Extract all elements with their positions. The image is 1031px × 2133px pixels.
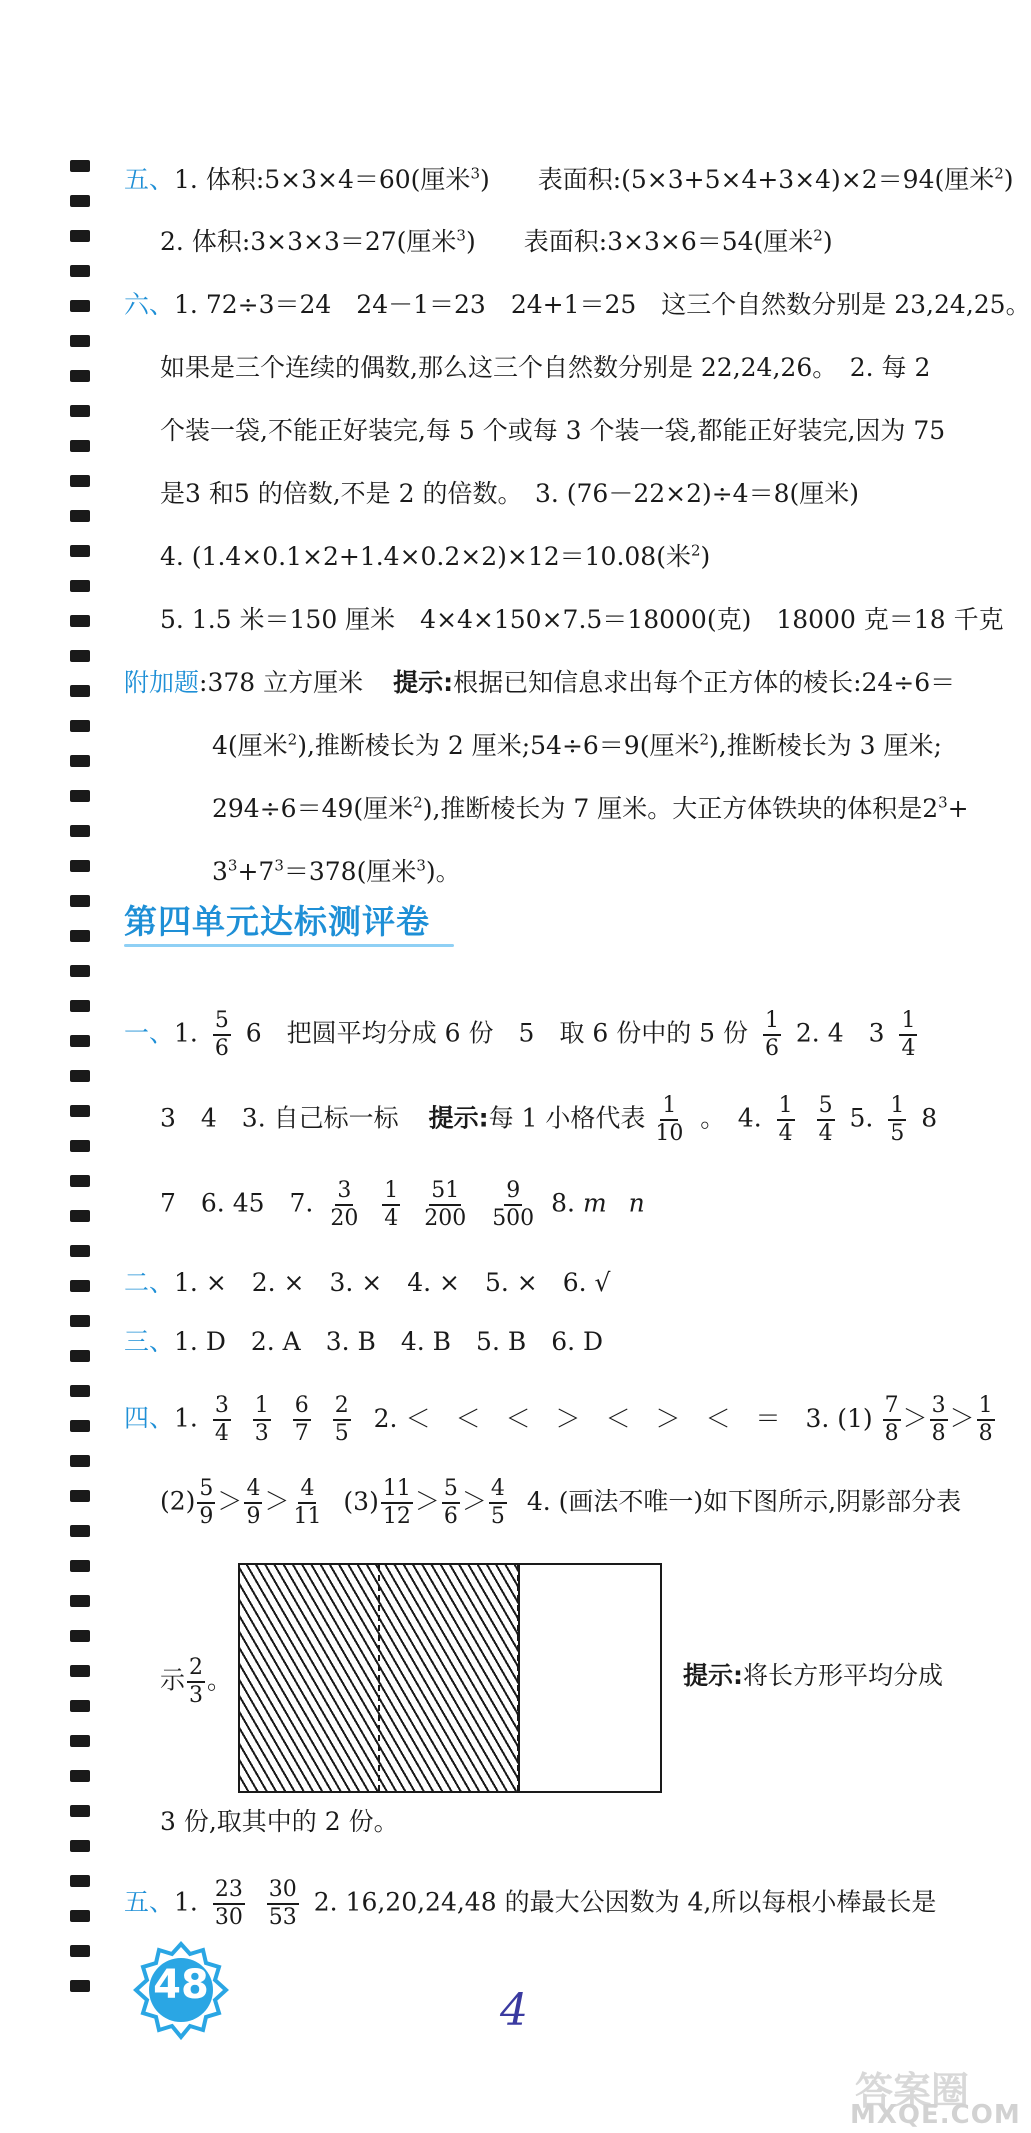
fraction: $\frac{1}{4}$: [778, 1093, 793, 1146]
fraction: $\frac{3}{8}$: [931, 1393, 946, 1446]
section6-line5: 4. (1.4×0.1×2+1.4×0.2×2)×12＝10.08(米$^2$): [160, 541, 711, 571]
fraction: $\frac{1}{6}$: [764, 1008, 779, 1061]
section5-line1: 五、1. 体积:5×3×4＝60(厘米$^3$) 表面积:(5×3+5×4+3×4)×2＝94(厘米$^2$): [124, 164, 1014, 194]
watermark-logo: 答案圈: [855, 2069, 970, 2113]
fraction: $\frac{23}{30}$: [214, 1877, 243, 1930]
unit-title: 第四单元达标测评卷: [124, 902, 430, 941]
fraction: $\frac{4}{9}$: [246, 1476, 261, 1529]
fraction: $\frac{4}{5}$: [490, 1476, 505, 1529]
fraction: $\frac{1}{8}$: [978, 1393, 993, 1446]
part4-show: 示 $\frac{2}{3}$ 。: [160, 1655, 233, 1708]
section6-line3: 个装一袋,不能正好装完,每 5 个或每 3 个装一袋,都能正好装完,因为 75: [160, 416, 946, 445]
part4-line4: 3 份,取其中的 2 份。: [160, 1807, 399, 1836]
binding-marks: [70, 160, 90, 2015]
title-underline: [124, 944, 454, 947]
solid-divider: [518, 1565, 520, 1791]
part3-line: 三、1. D 2. A 3. B 4. B 5. B 6. D: [124, 1327, 604, 1356]
section6-line1: 六、1. 72÷3＝24 24－1＝23 24+1＝25 这三个自然数分别是 23,24,25。: [124, 290, 1031, 319]
dashed-divider: [378, 1565, 380, 1791]
bonus-line1: 附加题:378 立方厘米 提示:根据已知信息求出每个正方体的棱长:24÷6＝: [124, 668, 956, 697]
fraction: $\frac{2}{5}$: [334, 1393, 349, 1446]
shaded-rectangle-figure: [238, 1563, 662, 1793]
fraction: $\frac{5}{6}$: [214, 1008, 229, 1061]
part1-line3: 7 6. 45 7. $\frac{3}{20}$ $\frac{1}{4}$ $\frac{51}{200}$ $\frac{9}{500}$ 8. m n: [160, 1178, 645, 1231]
fraction: $\frac{4}{11}$: [293, 1476, 322, 1529]
bonus-line4: $3^3+7^3=378$(厘米$^3$)。: [212, 856, 461, 886]
fraction: $\frac{1}{5}$: [890, 1093, 905, 1146]
fraction: $\frac{5}{9}$: [199, 1476, 214, 1529]
fraction: $\frac{51}{200}$: [424, 1178, 467, 1231]
part1-line1: 一、1. $\frac{5}{6}$ 6 把圆平均分成 6 份 5 取 6 份中的 5 份 $\frac{1}{6}$ 2. 4 3 $\frac{1}{4}$: [124, 1008, 916, 1061]
page-number: 48: [153, 1962, 209, 2008]
fraction: $\frac{9}{500}$: [492, 1178, 535, 1231]
watermark-url: MXQE.COM: [850, 2100, 1021, 2130]
fraction: $\frac{3}{4}$: [214, 1393, 229, 1446]
part5-line1: 五、1. $\frac{23}{30}$ $\frac{30}{53}$ 2. 16,20,24,48 的最大公因数为 4,所以每根小棒最长是: [124, 1877, 937, 1930]
section6-line2: 如果是三个连续的偶数,那么这三个自然数分别是 22,24,26。 2. 每 2: [160, 353, 931, 382]
fraction: $\frac{30}{53}$: [268, 1877, 297, 1930]
part2-line: 二、1. × 2. × 3. × 4. × 5. × 6. √: [124, 1268, 611, 1297]
fraction: $\frac{7}{8}$: [884, 1393, 899, 1446]
section5-line2: 2. 体积:3×3×3＝27(厘米$^3$) 表面积:3×3×6＝54(厘米$^2$): [160, 226, 833, 256]
bonus-line2: 4(厘米$^2$),推断棱长为 2 厘米;54÷6＝9(厘米$^2$),推断棱长为 3 厘米;: [212, 730, 942, 760]
part4-line1: 四、1. $\frac{3}{4}$ $\frac{1}{3}$ $\frac{6}{7}$ $\frac{2}{5}$ 2. ＜ ＜ ＜ ＞ ＜ ＞ ＜ ＝ 3. (1) $\frac{7}{8}$ ＞ $\frac{3}{8}$ ＞ $\frac{1}{8}$: [124, 1393, 993, 1446]
fraction: $\frac{1}{4}$: [901, 1008, 916, 1061]
page-number-badge: [130, 1940, 232, 2042]
fraction: $\frac{5}{6}$: [443, 1476, 458, 1529]
fraction: $\frac{2}{3}$: [189, 1655, 204, 1708]
fraction: $\frac{11}{12}$: [382, 1476, 411, 1529]
fraction: $\frac{1}{10}$: [655, 1093, 684, 1146]
fraction: $\frac{3}{20}$: [330, 1178, 359, 1231]
fraction: $\frac{1}{4}$: [384, 1178, 399, 1231]
section6-line6: 5. 1.5 米＝150 厘米 4×4×150×7.5＝18000(克) 18000 克＝18 千克: [160, 605, 1004, 634]
part1-line2: 3 4 3. 自己标一标 提示:每 1 小格代表 $\frac{1}{10}$ 。 4. $\frac{1}{4}$ $\frac{5}{4}$ 5. $\frac{1}{5}$ 8: [160, 1093, 938, 1146]
handwritten-mark: 4: [500, 1985, 528, 2036]
part4-line2: (2) $\frac{5}{9}$ ＞ $\frac{4}{9}$ ＞ $\frac{4}{11}$ (3) $\frac{11}{12}$ ＞ $\frac{5}{6}$ ＞ $\frac{4}{5}$ 4. (画法不唯一)如下图所示,阴影部分表: [160, 1476, 962, 1529]
section6-line4: 是3 和5 的倍数,不是 2 的倍数。 3. (76－22×2)÷4＝8(厘米): [160, 479, 860, 508]
bonus-line3: 294÷6＝49(厘米$^2$),推断棱长为 7 厘米。大正方体铁块的体积是$2^3+$: [212, 793, 969, 823]
fraction: $\frac{1}{3}$: [254, 1393, 269, 1446]
fraction: $\frac{5}{4}$: [818, 1093, 833, 1146]
fraction: $\frac{6}{7}$: [294, 1393, 309, 1446]
part4-hint: 提示:将长方形平均分成: [683, 1661, 944, 1690]
